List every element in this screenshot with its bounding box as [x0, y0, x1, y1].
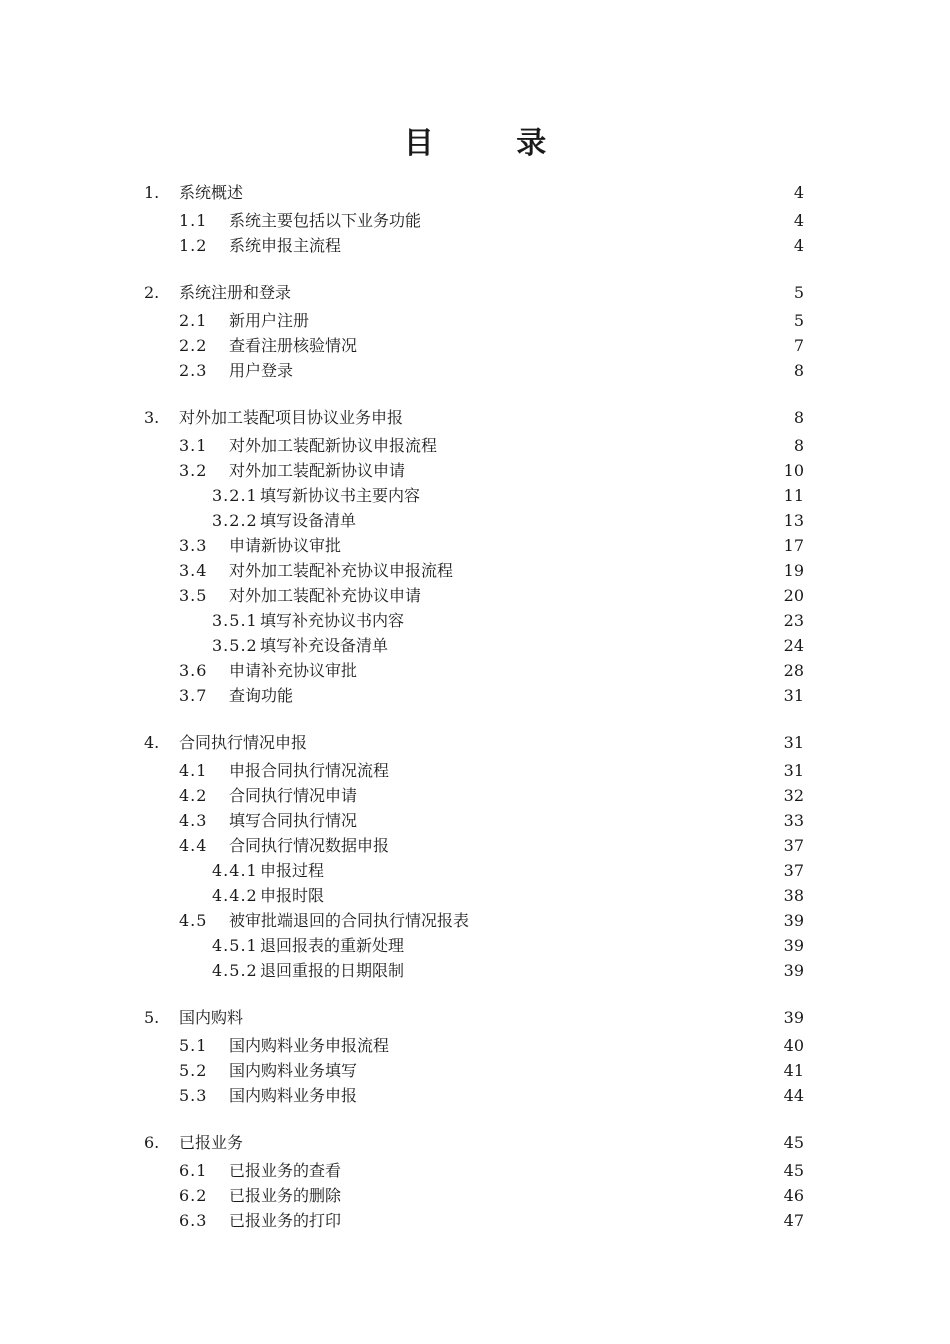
- toc-entry-page: 8: [793, 408, 804, 427]
- toc-entry-page: 24: [783, 636, 804, 655]
- toc-entry-page: 40: [783, 1036, 804, 1055]
- toc-entry-number: 2.: [144, 283, 160, 302]
- toc-entry-page: 4: [793, 183, 804, 202]
- toc-entry-page: 31: [783, 733, 804, 752]
- toc-entry-page: 32: [783, 786, 804, 805]
- toc-entry-number: 4.5: [179, 911, 208, 930]
- toc-entry-section[interactable]: [0, 458, 950, 483]
- toc-section: [0, 178, 950, 258]
- toc-entry-subsection[interactable]: [0, 608, 950, 633]
- toc-entry-page: 31: [783, 686, 804, 705]
- toc-entry-section[interactable]: [0, 658, 950, 683]
- toc-entry-page: 10: [783, 461, 804, 480]
- toc-entry-section[interactable]: [0, 583, 950, 608]
- toc-entry-number: 4.5.2: [212, 961, 258, 980]
- toc-entry-chapter[interactable]: [0, 1003, 950, 1033]
- toc-entry-subsection[interactable]: [0, 883, 950, 908]
- toc-entry-section[interactable]: [0, 333, 950, 358]
- toc-entry-page: 23: [783, 611, 804, 630]
- page-title: 目 录: [403, 126, 583, 161]
- toc-entry-subsection[interactable]: [0, 958, 950, 983]
- toc-entry-page: 31: [783, 761, 804, 780]
- toc-entry-section[interactable]: [0, 1083, 950, 1108]
- toc-entry-title: 申请补充协议审批: [229, 661, 358, 680]
- toc-entry-title: 对外加工装配新协议申请: [229, 461, 406, 480]
- toc-entry-title: 对外加工装配补充协议申报流程: [229, 561, 454, 580]
- toc-entry-section[interactable]: [0, 358, 950, 383]
- toc-entry-number: 3.1: [179, 436, 208, 455]
- toc-entry-title: 申报合同执行情况流程: [229, 761, 390, 780]
- toc-entry-page: 4: [793, 211, 804, 230]
- toc-entry-page: 5: [793, 311, 804, 330]
- toc-entry-subsection[interactable]: [0, 858, 950, 883]
- toc-entry-number: 3.2.2: [212, 511, 258, 530]
- toc-entry-page: 46: [783, 1186, 804, 1205]
- toc-entry-number: 4.2: [179, 786, 208, 805]
- toc-entry-number: 4.1: [179, 761, 208, 780]
- toc-entry-number: 4.4.2: [212, 886, 258, 905]
- toc-entry-title: 申报过程: [260, 861, 325, 880]
- toc-entry-page: 28: [783, 661, 804, 680]
- toc-entry-title: 国内购料业务填写: [229, 1061, 358, 1080]
- toc-section: [0, 278, 950, 383]
- toc-entry-title: 填写补充协议书内容: [260, 611, 405, 630]
- toc-entry-number: 5.3: [179, 1086, 208, 1105]
- toc-section: [0, 1128, 950, 1233]
- toc-entry-section[interactable]: [0, 433, 950, 458]
- toc-entry-number: 3.5.2: [212, 636, 258, 655]
- toc-entry-title: 系统概述: [179, 183, 244, 202]
- toc-entry-number: 4.5.1: [212, 936, 258, 955]
- toc-entry-page: 37: [783, 861, 804, 880]
- toc-entry-title: 申请新协议审批: [229, 536, 342, 555]
- toc-entry-title: 填写设备清单: [260, 511, 357, 530]
- toc-entry-title: 合同执行情况申报: [179, 733, 308, 752]
- toc-entry-number: 5.2: [179, 1061, 208, 1080]
- toc-entry-title: 填写合同执行情况: [229, 811, 358, 830]
- toc-entry-title: 用户登录: [229, 361, 294, 380]
- table-of-contents: [0, 178, 950, 1253]
- toc-entry-title: 退回报表的重新处理: [260, 936, 405, 955]
- toc-entry-section[interactable]: [0, 1033, 950, 1058]
- toc-entry-title: 对外加工装配补充协议申请: [229, 586, 422, 605]
- toc-entry-number: 1.2: [179, 236, 208, 255]
- toc-entry-number: 2.2: [179, 336, 208, 355]
- toc-entry-section[interactable]: [0, 908, 950, 933]
- toc-entry-section[interactable]: [0, 808, 950, 833]
- toc-entry-section[interactable]: [0, 208, 950, 233]
- toc-entry-page: 38: [783, 886, 804, 905]
- toc-entry-chapter[interactable]: [0, 1128, 950, 1158]
- toc-entry-title: 已报业务的删除: [229, 1186, 342, 1205]
- toc-entry-number: 3.3: [179, 536, 208, 555]
- toc-entry-number: 4.: [144, 733, 160, 752]
- toc-entry-page: 8: [793, 436, 804, 455]
- toc-entry-section[interactable]: [0, 558, 950, 583]
- toc-entry-title: 对外加工装配新协议申报流程: [229, 436, 438, 455]
- toc-entry-chapter[interactable]: [0, 728, 950, 758]
- toc-entry-number: 6.3: [179, 1211, 208, 1230]
- toc-entry-chapter[interactable]: [0, 178, 950, 208]
- toc-entry-page: 8: [793, 361, 804, 380]
- toc-entry-title: 已报业务的打印: [229, 1211, 342, 1230]
- toc-entry-section[interactable]: [0, 1058, 950, 1083]
- toc-entry-chapter[interactable]: [0, 403, 950, 433]
- toc-entry-number: 4.4.1: [212, 861, 258, 880]
- toc-entry-title: 申报时限: [260, 886, 325, 905]
- toc-entry-section[interactable]: [0, 1208, 950, 1233]
- toc-entry-number: 1.: [144, 183, 160, 202]
- toc-entry-number: 3.2: [179, 461, 208, 480]
- toc-entry-chapter[interactable]: [0, 278, 950, 308]
- toc-entry-page: 7: [793, 336, 804, 355]
- toc-entry-page: 45: [783, 1133, 804, 1152]
- toc-entry-title: 已报业务: [179, 1133, 244, 1152]
- toc-entry-title: 填写新协议书主要内容: [260, 486, 421, 505]
- toc-entry-number: 3.2.1: [212, 486, 258, 505]
- toc-entry-section[interactable]: [0, 758, 950, 783]
- toc-entry-title: 新用户注册: [229, 311, 310, 330]
- toc-entry-page: 17: [783, 536, 804, 555]
- toc-entry-number: 6.1: [179, 1161, 208, 1180]
- toc-entry-section[interactable]: [0, 1183, 950, 1208]
- toc-entry-section[interactable]: [0, 833, 950, 858]
- toc-entry-number: 3.7: [179, 686, 208, 705]
- toc-entry-title: 系统注册和登录: [179, 283, 292, 302]
- toc-entry-number: 6.2: [179, 1186, 208, 1205]
- toc-entry-title: 合同执行情况申请: [229, 786, 358, 805]
- toc-section: [0, 403, 950, 708]
- toc-entry-page: 39: [783, 911, 804, 930]
- toc-entry-number: 4.3: [179, 811, 208, 830]
- toc-entry-subsection[interactable]: [0, 633, 950, 658]
- toc-entry-page: 39: [783, 961, 804, 980]
- toc-entry-number: 5.: [144, 1008, 160, 1027]
- toc-entry-section[interactable]: [0, 1158, 950, 1183]
- toc-entry-page: 11: [783, 486, 804, 505]
- toc-entry-page: 19: [783, 561, 804, 580]
- toc-entry-title: 查看注册核验情况: [229, 336, 358, 355]
- toc-entry-title: 填写补充设备清单: [260, 636, 389, 655]
- toc-entry-title: 退回重报的日期限制: [260, 961, 405, 980]
- toc-entry-page: 39: [783, 936, 804, 955]
- toc-section: [0, 1003, 950, 1108]
- toc-entry-number: 2.1: [179, 311, 208, 330]
- toc-entry-page: 39: [783, 1008, 804, 1027]
- toc-entry-number: 4.4: [179, 836, 208, 855]
- toc-entry-title: 国内购料业务申报流程: [229, 1036, 390, 1055]
- toc-entry-title: 系统申报主流程: [229, 236, 342, 255]
- toc-entry-section[interactable]: [0, 308, 950, 333]
- toc-entry-number: 3.6: [179, 661, 208, 680]
- toc-entry-number: 1.1: [179, 211, 208, 230]
- toc-entry-section[interactable]: [0, 533, 950, 558]
- toc-entry-page: 33: [783, 811, 804, 830]
- toc-entry-page: 5: [793, 283, 804, 302]
- toc-entry-title: 系统主要包括以下业务功能: [229, 211, 422, 230]
- toc-entry-number: 3.5: [179, 586, 208, 605]
- toc-entry-number: 3.5.1: [212, 611, 258, 630]
- toc-entry-title: 对外加工装配项目协议业务申报: [179, 408, 404, 427]
- toc-entry-page: 47: [783, 1211, 804, 1230]
- toc-entry-subsection[interactable]: [0, 933, 950, 958]
- toc-entry-page: 45: [783, 1161, 804, 1180]
- toc-entry-page: 41: [783, 1061, 804, 1080]
- toc-entry-number: 3.4: [179, 561, 208, 580]
- toc-entry-title: 已报业务的查看: [229, 1161, 342, 1180]
- toc-entry-page: 20: [783, 586, 804, 605]
- toc-section: [0, 728, 950, 983]
- toc-entry-number: 6.: [144, 1133, 160, 1152]
- toc-entry-subsection[interactable]: [0, 508, 950, 533]
- toc-entry-section[interactable]: [0, 683, 950, 708]
- toc-entry-subsection[interactable]: [0, 483, 950, 508]
- toc-entry-title: 查询功能: [229, 686, 294, 705]
- toc-entry-title: 国内购料业务申报: [229, 1086, 358, 1105]
- toc-entry-title: 被审批端退回的合同执行情况报表: [229, 911, 470, 930]
- toc-entry-title: 合同执行情况数据申报: [229, 836, 390, 855]
- toc-entry-section[interactable]: [0, 783, 950, 808]
- toc-entry-page: 4: [793, 236, 804, 255]
- toc-entry-page: 13: [783, 511, 804, 530]
- toc-entry-title: 国内购料: [179, 1008, 244, 1027]
- toc-entry-page: 37: [783, 836, 804, 855]
- toc-entry-number: 3.: [144, 408, 160, 427]
- toc-entry-number: 2.3: [179, 361, 208, 380]
- toc-entry-page: 44: [783, 1086, 804, 1105]
- toc-entry-number: 5.1: [179, 1036, 208, 1055]
- toc-entry-section[interactable]: [0, 233, 950, 258]
